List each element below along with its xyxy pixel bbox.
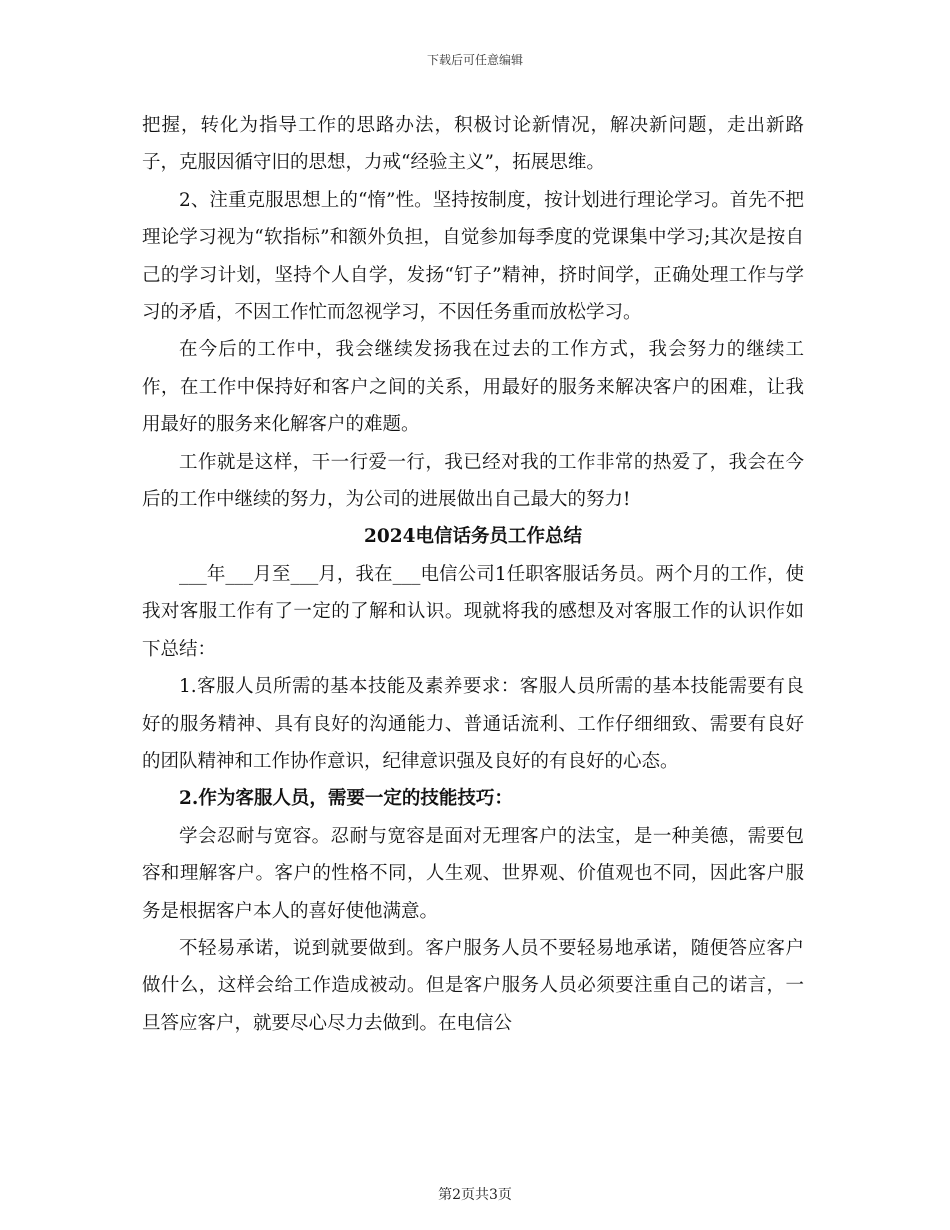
paragraph-study-habits: 2、注重克服思想上的“惰”性。坚持按制度，按计划进行理论学习。首先不把理论学习视为“软指标”和额外负担，自觉参加每季度的党课集中学习;其次是按自己的学习计划，坚持个人自学，发扬“钉子”精神，挤时间学，正确处理工作与学习的矛盾，不因工作忙而忽视学习，不因任务重而放松学习。: [142, 189, 804, 324]
point-2-patience: 学会忍耐与宽容。忍耐与宽容是面对无理客户的法宝，是一种美德，需要包容和理解客户。客户的性格不同，人生观、世界观、价值观也不同，因此客户服务是根据客户本人的喜好使他满意。: [142, 825, 804, 922]
point-2-promises: 不轻易承诺，说到就要做到。客户服务人员不要轻易地承诺，随便答应客户做什么，这样会给工作造成被动。但是客户服务人员必须要注重自己的诺言，一旦答应客户，就要尽心尽力去做到。在电信公: [142, 937, 804, 1034]
paragraph-future-work: 在今后的工作中，我会继续发扬我在过去的工作方式，我会努力的继续工作，在工作中保持好和客户之间的关系，用最好的服务来解决客户的困难，让我用最好的服务来化解客户的难题。: [142, 339, 804, 436]
page-footer: 第2页共3页: [438, 1187, 512, 1203]
page-header: 下载后可任意编辑: [426, 53, 523, 67]
section-intro: ___年___月至___月，我在___电信公司1任职客服话务员。两个月的工作，使我对客服工作有了一定的了解和认识。现就将我的感想及对客服工作的认识作如下总结：: [142, 563, 804, 660]
document-body: [142, 107, 804, 1042]
paragraph-continuation: 把握，转化为指导工作的思路办法，积极讨论新情况，解决新问题，走出新路子，克服因循守旧的思想，力戒“经验主义”，拓展思维。: [142, 115, 804, 174]
point-1-basic-skills: 1.客服人员所需的基本技能及素养要求：客服人员所需的基本技能需要有良好的服务精神、具有良好的沟通能力、普通话流利、工作仔细细致、需要有良好的团队精神和工作协作意识，纪律意识强及良好的有良好的心态。: [142, 676, 804, 772]
paragraph-conclusion: 工作就是这样，干一行爱一行，我已经对我的工作非常的热爱了，我会在今后的工作中继续的努力，为公司的进展做出自己最大的努力!: [142, 451, 804, 511]
section-title: 2024电信话务员工作总结: [364, 526, 582, 548]
point-2-heading: 2.作为客服人员，需要一定的技能技巧：: [179, 788, 513, 810]
